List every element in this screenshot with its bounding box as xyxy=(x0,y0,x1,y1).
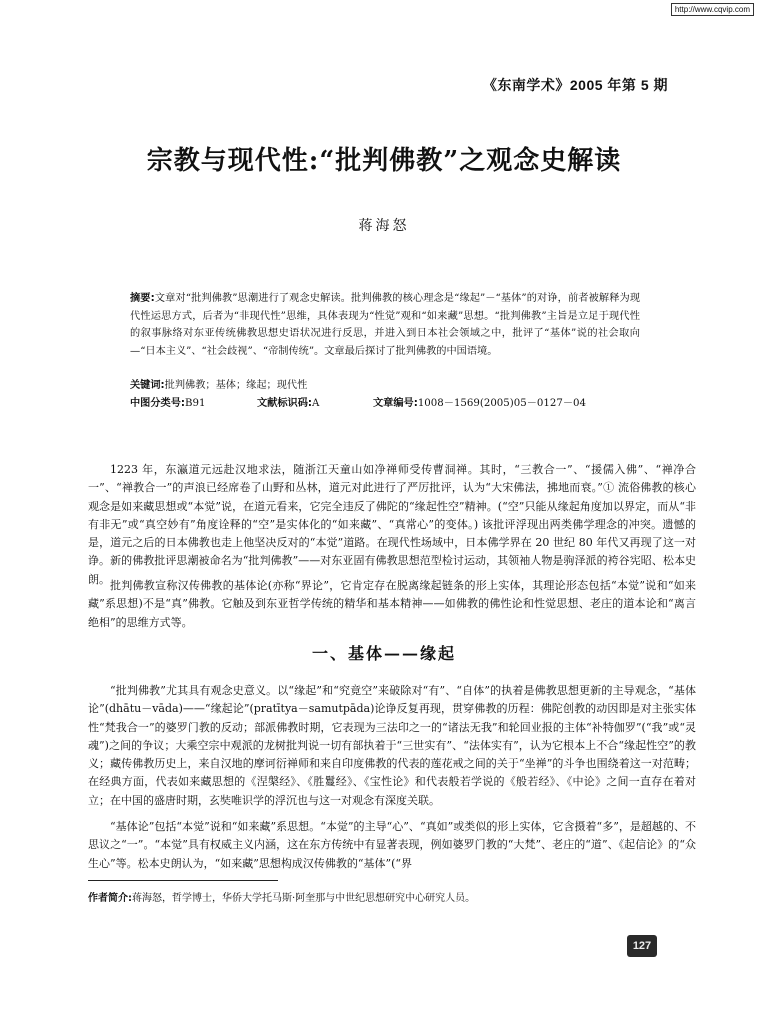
author-bio xyxy=(88,889,475,904)
document-code: 文献标识码:A xyxy=(257,398,320,409)
footnote-divider xyxy=(88,880,278,881)
keywords-label: 关键词: xyxy=(130,380,165,391)
body-paragraph: “批判佛教”尤其具有观念史意义。以“缘起”和“究竟空”来破除对“有”、“自体”的执着是佛教思想更新的主导观念，“基体论”(dhātu－vāda)——“缘起论”(pratītya－samutpāda)论诤反复再现，贯穿佛教的历程：佛陀创教的动因即是对主张实体性“梵我合一”的婆罗门教的反动；部派佛教时期，它表现为三法印之一的“诸法无我”和轮回业报的主体“补特伽罗”(“我”或“灵魂”)之间的争议；大乘空宗中观派的龙树批判说一切有部执着于“三世实有”、“法体实有”，认为它根本上不合“缘起性空”的教义；藏传佛教历史上，来自汉地的摩诃衍禅师和来自印度佛教的代表的莲花戒之间的关于“坐禅”的斗争也围绕着这一对范畴；在经典方面，代表如来藏思想的《涅槃经》、《胜鬘经》、《宝性论》和代表般若学说的《般若经》、《中论》之间一直存在着对立；在中国的盛唐时期，玄奘唯识学的浮沉也与这一对观念有深度关联。 xyxy=(88,684,696,807)
abstract xyxy=(130,290,640,360)
keywords xyxy=(130,376,307,391)
keywords-text: 批判佛教；基体；缘起；现代性 xyxy=(164,380,308,391)
journal-header: 《东南学术》2005 年第 5 期 xyxy=(482,77,668,93)
body-paragraph: “基体论”包括“本觉”说和“如来藏”系思想。“本觉”的主导“心”、“真如”或类似的形上实体，它含摄着“多”，是超越的、不思议之“一”。“本觉”具有权威主义内涵，这在东方传统中有显著表现，例如婆罗门教的“大梵”、老庄的“道”、《起信论》的“众生心”等。松本史朗认为，“如来藏”思想构成汉传佛教的“基体”(“界 xyxy=(88,820,696,870)
page-number: 127 xyxy=(627,935,657,957)
article-title: 宗教与现代性:“批判佛教”之观念史解读 xyxy=(146,146,622,176)
bio-label: 作者简介: xyxy=(88,893,132,904)
body-paragraph: 1223 年，东瀛道元远赴汉地求法，随浙江天童山如净禅师受传曹洞禅。其时，“三教合一”、“援儒入佛”、“禅净合一”、“禅教合一”的声浪已经席卷了山野和丛林，道元对此进行了严厉批评，认为“大宋佛法，拂地而衰。”① 流俗佛教的核心观念是如来藏思想或“本觉”说，在道元看来，它完全违反了佛陀的“缘起性空”精神。(“空”只能从缘起角度加以界定，而从“非有非无”或“真空妙有”角度诠释的“空”是实体化的“如来藏”、“真常心”的变体。) 该批评浮现出两类佛学理念的冲突。遗憾的是，道元之后的日本佛教也走上他坚决反对的“本觉”道路。在现代性场域中，日本佛学界在 20 世纪 80 年代又再现了这一对诤。新的佛教批评思潮被命名为“批判佛教”——对东亚固有佛教思想范型检讨运动，其领袖人物是驹泽派的袴谷宪昭、松本史朗。 xyxy=(88,463,696,586)
author-name: 蒋海怒 xyxy=(358,218,410,234)
body-paragraph: 批判佛教宣称汉传佛教的基体论(亦称“界论”，它肯定存在脱离缘起链条的形上实体，其理论形态包括“本觉”说和“如来藏”系思想)不是“真”佛教。它触及到东亚哲学传统的精华和基本精神——如佛教的佛性论和性觉思想、老庄的道本论和“离言绝相”的思维方式等。 xyxy=(88,579,696,629)
article-number: 文章编号:1008－1569(2005)05－0127－04 xyxy=(373,398,586,409)
abstract-text: 文章对“批判佛教”思潮进行了观念史解读。批判佛教的核心理念是“缘起”－“基体”的对诤，前者被解释为现代性运思方式，后者为“非现代性”思维，具体表现为“性觉”观和“如来藏”思想。“批判佛教”主旨是立足于现代性的叙事脉络对东亚传统佛教思想史语状况进行反思，并进入到日本社会领域之中，批评了“基体”说的社会取向—“日本主义”、“社会歧视”、“帝制传统”。文章最后探讨了批判佛教的中国语境。 xyxy=(130,293,641,357)
bio-text: 蒋海怒，哲学博士，华侨大学托马斯·阿奎那与中世纪思想研究中心研究人员。 xyxy=(132,893,476,904)
source-url: http://www.cqvip.com xyxy=(671,3,754,16)
classification: 中图分类号:B91 xyxy=(130,398,206,409)
abstract-label: 摘要: xyxy=(130,293,155,304)
section-heading: 一、基体——缘起 xyxy=(311,644,456,663)
